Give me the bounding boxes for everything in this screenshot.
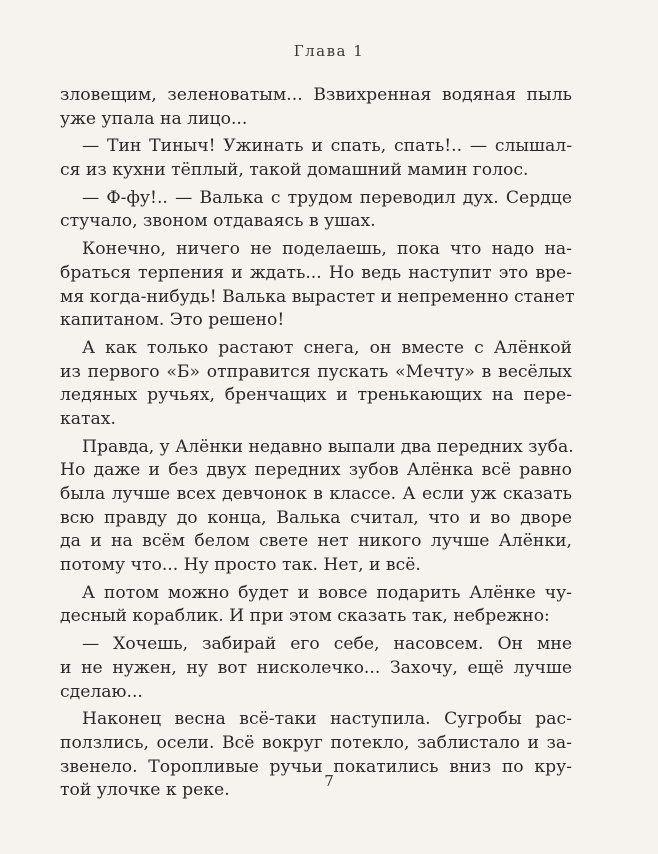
text-line: браться терпения и ждать... Но ведь наступит это вре-	[60, 262, 572, 283]
paragraph	[60, 633, 572, 704]
text-line: — Тин Тиныч! Ужинать и спать, спать!.. — слышал-	[82, 136, 572, 157]
paragraph	[60, 187, 572, 234]
text-line: ледяных ручьях, бренчащих и тренькающих на пере-	[60, 385, 572, 406]
text-line: Но даже и без двух передних зубов Алёнка всё равно	[60, 460, 572, 481]
text-line: и не нужен, ну вот нисколечко... Захочу, ещё лучше	[60, 657, 572, 678]
text-line: всю правду до конца, Валька считал, что и во дворе	[60, 507, 572, 528]
paragraph	[60, 135, 572, 182]
text-line: катах.	[60, 408, 116, 429]
body-text	[60, 84, 575, 807]
text-line: стучало, звоном отдаваясь в ушах.	[60, 211, 376, 232]
text-line: капитаном. Это решено!	[60, 310, 285, 331]
text-line: мя когда-нибудь! Валька вырастет и непременно станет	[60, 286, 575, 307]
text-line: Правда, у Алёнки недавно выпали два передних зуба.	[82, 436, 574, 457]
paragraph	[60, 436, 572, 578]
paragraph	[60, 84, 572, 131]
paragraph	[60, 238, 575, 333]
text-line: Наконец весна всё-таки наступила. Сугробы рас-	[82, 709, 572, 730]
text-line: ся из кухни тёплый, такой домашний мамин голос.	[60, 160, 529, 181]
text-line: той улочке к реке.	[60, 780, 230, 801]
text-line: из первого «Б» отправится пускать «Мечту» в весёлых	[60, 361, 572, 382]
text-line: звенело. Торопливые ручьи покатились вниз по кру-	[60, 756, 572, 777]
paragraph	[60, 337, 572, 432]
text-line: зловещим, зеленоватым... Взвихренная водяная пыль	[60, 85, 572, 105]
text-line: сделаю...	[60, 681, 143, 702]
paragraph	[60, 582, 572, 629]
text-line: Конечно, ничего не поделаешь, пока что надо на-	[82, 239, 572, 260]
text-line: А как только растают снега, он вместе с Алёнкой	[82, 337, 572, 358]
text-line: была лучше всех девчонок в классе. А если уж сказать	[60, 484, 572, 504]
running-head: Глава 1	[293, 42, 365, 60]
text-line: ползлись, осели. Всё вокруг потекло, заблистало и за-	[60, 732, 572, 753]
text-line: потому что... Ну просто так. Нет, и всё.	[60, 555, 421, 576]
page-number: 7	[324, 772, 334, 790]
text-line: — Хочешь, забирай его себе, насовсем. Он мне	[82, 634, 572, 655]
text-line: десный кораблик. И при этом сказать так, небрежно:	[60, 606, 550, 627]
text-line: да и на всём белом свете нет никого лучше Алёнки,	[60, 531, 572, 552]
text-line: — Ф-фу!.. — Валька с трудом переводил дух. Сердце	[82, 187, 572, 208]
text-line: уже упала на лицо...	[60, 108, 248, 129]
text-line: А потом можно будет и вовсе подарить Алёнке чу-	[82, 582, 572, 603]
